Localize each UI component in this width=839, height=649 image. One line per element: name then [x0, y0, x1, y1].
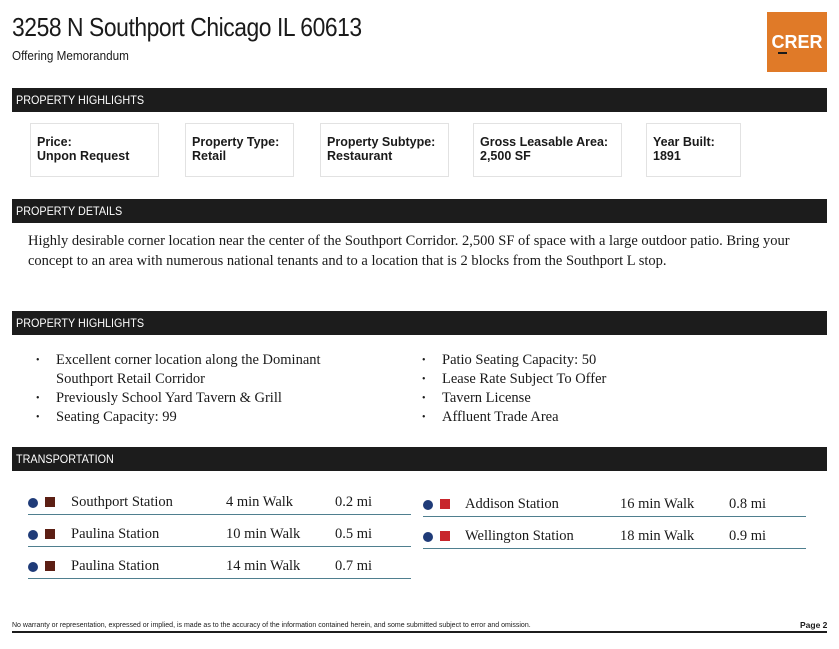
card-label: Gross Leasable Area: — [480, 135, 609, 149]
card-year-built — [646, 123, 741, 177]
section-title: PROPERTY DETAILS — [16, 204, 123, 218]
walk-time: 10 min Walk — [226, 526, 301, 542]
cta-icon — [423, 532, 433, 542]
page-subtitle: Offering Memorandum — [12, 48, 129, 63]
list-item: • Lease Rate Subject To Offer — [422, 370, 782, 389]
distance: 0.7 mi — [335, 558, 373, 574]
card-value: Restaurant — [327, 149, 393, 163]
distance: 0.9 mi — [729, 528, 767, 544]
walk-time: 18 min Walk — [620, 528, 695, 544]
card-value: Retail — [192, 149, 227, 163]
list-item: • Patio Seating Capacity: 50 — [422, 351, 782, 370]
section-bar-highlights — [12, 88, 827, 112]
footer-divider — [12, 631, 827, 633]
section-title: TRANSPORTATION — [16, 452, 114, 466]
line-color-icon — [440, 499, 450, 509]
line-color-icon — [45, 529, 55, 539]
card-value: 2,500 SF — [480, 149, 531, 163]
card-value: Unpon Request — [37, 149, 130, 163]
crer-logo: CRER — [767, 12, 827, 72]
station-name: Southport Station — [71, 494, 173, 510]
distance: 0.8 mi — [729, 496, 767, 512]
transport-row — [28, 558, 411, 579]
card-price — [30, 123, 159, 177]
transport-row — [28, 526, 411, 547]
card-label: Property Type: — [192, 135, 280, 149]
list-item: • Tavern License — [422, 389, 782, 408]
footer-disclaimer: No warranty or representation, expressed or implied, is made as to the accuracy of the information contained herein, and some submitted subject to error and omission. — [12, 622, 531, 629]
card-label: Price: — [37, 135, 72, 149]
card-label: Year Built: — [653, 135, 715, 149]
section-bar-transportation — [12, 447, 827, 471]
highlights-list-right — [422, 351, 782, 427]
card-gross-leasable-area — [473, 123, 622, 177]
list-item: • Affluent Trade Area — [422, 408, 782, 427]
transport-row — [423, 496, 806, 517]
page-title: 3258 N Southport Chicago IL 60613 — [12, 12, 362, 42]
list-item: • Excellent corner location along the Dominant Southport Retail Corridor — [36, 351, 366, 389]
distance: 0.2 mi — [335, 494, 373, 510]
card-property-subtype — [320, 123, 449, 177]
section-title: PROPERTY HIGHLIGHTS — [16, 316, 145, 330]
station-name: Wellington Station — [465, 528, 574, 544]
line-color-icon — [440, 531, 450, 541]
station-name: Paulina Station — [71, 558, 160, 574]
list-item: • Seating Capacity: 99 — [36, 408, 366, 427]
cta-icon — [28, 562, 38, 572]
list-item: • Previously School Yard Tavern & Grill — [36, 389, 366, 408]
logo-underline — [778, 52, 787, 54]
line-color-icon — [45, 497, 55, 507]
highlights-list-left — [36, 351, 366, 427]
section-bar-highlights-2 — [12, 311, 827, 335]
station-name: Addison Station — [465, 496, 559, 512]
section-title: PROPERTY HIGHLIGHTS — [16, 93, 145, 107]
distance: 0.5 mi — [335, 526, 373, 542]
property-details-text: Highly desirable corner location near the center of the Southport Corridor. 2,500 SF of space with a large outdoor patio. Bring your concept to an area with numerous national tenants and to a location that is 2 blocks from the Southport L stop. — [28, 233, 790, 269]
walk-time: 14 min Walk — [226, 558, 301, 574]
cta-icon — [28, 530, 38, 540]
walk-time: 4 min Walk — [226, 494, 294, 510]
station-name: Paulina Station — [71, 526, 160, 542]
transport-row — [28, 494, 411, 515]
line-color-icon — [45, 561, 55, 571]
cta-icon — [423, 500, 433, 510]
transport-row — [423, 528, 806, 549]
card-value: 1891 — [653, 149, 681, 163]
walk-time: 16 min Walk — [620, 496, 695, 512]
card-label: Property Subtype: — [327, 135, 436, 149]
page-number: Page 2 — [800, 620, 828, 630]
card-property-type — [185, 123, 294, 177]
section-bar-details — [12, 199, 827, 223]
cta-icon — [28, 498, 38, 508]
